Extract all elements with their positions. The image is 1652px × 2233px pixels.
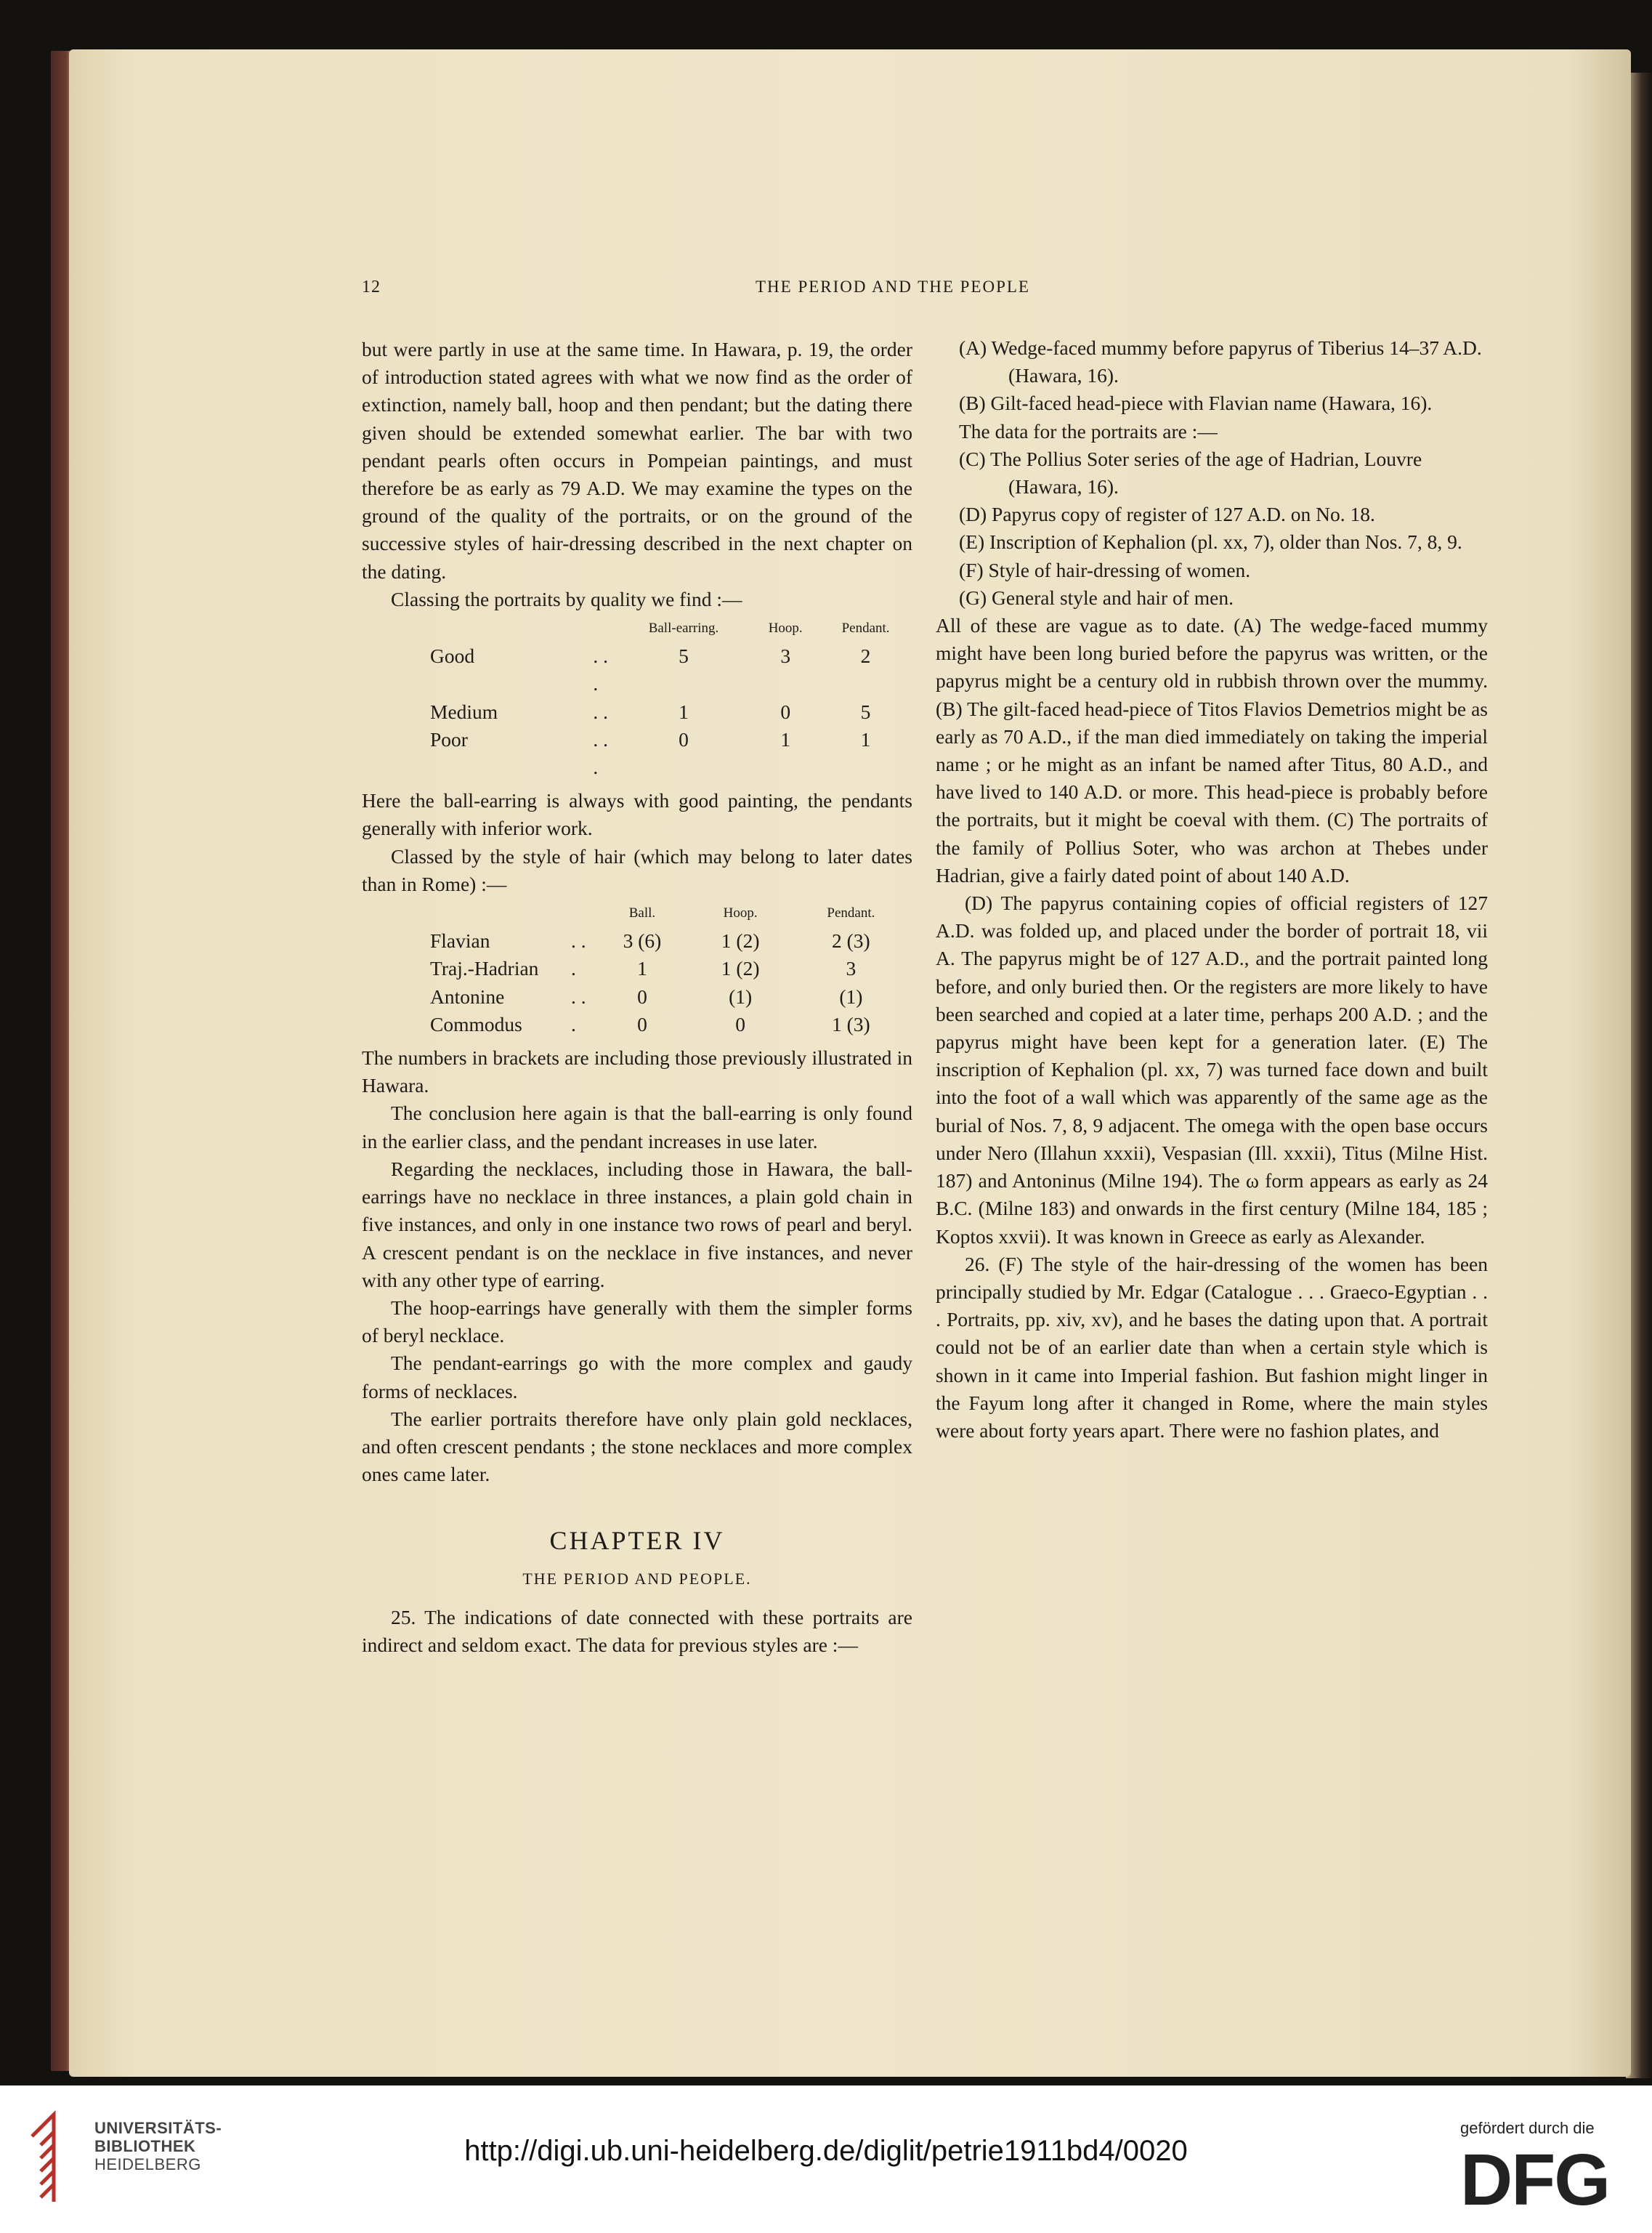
paragraph: The data for the portraits are :— [959, 419, 1218, 443]
table-header-row [362, 900, 912, 927]
paragraph: The earlier portraits therefore have only plain gold necklaces, and often crescent pendants ; the stone necklaces and more complex ones came later. [362, 1407, 912, 1486]
table-cell: 1 [780, 727, 791, 751]
library-name-line: HEIDELBERG [94, 2155, 201, 2173]
row-label: Commodus [430, 1012, 522, 1035]
table-cell: 1 [679, 700, 689, 723]
table-cell: 3 (6) [623, 929, 662, 953]
chapter-title: CHAPTER IV [549, 1526, 725, 1556]
table-row: Good . . . 5 3 2 [362, 642, 912, 698]
page-number: 12 [362, 278, 381, 296]
column-header: Pendant. [841, 621, 890, 637]
table-cell: 1 (3) [832, 1012, 870, 1035]
paragraph: Regarding the necklaces, including those in Hawara, the ball-earrings have no necklace in three instances, a plain gold chain in five instances, and only in one instance two rows of pearl and beryl. A crescent pendant is on the necklace in five instances, and never with any other type of earring. [362, 1157, 912, 1291]
viewer-footer [0, 2085, 1652, 2233]
table-cell: 5 [860, 700, 871, 723]
table-row: Flavian . . 3 (6) 1 (2) 2 (3) [362, 927, 912, 955]
table-cell: (1) [729, 985, 753, 1008]
row-label: Flavian [430, 929, 490, 953]
left-column [362, 336, 912, 1659]
table-cell: 2 [860, 645, 871, 668]
table-cell: 0 [679, 727, 689, 751]
list-item: (G) General style and hair of men. [959, 586, 1234, 609]
column-header: Ball-earring. [648, 621, 719, 637]
table-header-row [362, 615, 912, 642]
list-item: (B) Gilt-faced head-piece with Flavian name (Hawara, 16). [959, 392, 1433, 415]
paragraph: Classed by the style of hair (which may belong to later dates than in Rome) :— [362, 844, 912, 895]
column-header: Pendant. [827, 905, 875, 921]
list-item: (D) Papyrus copy of register of 127 A.D. on No. 18. [959, 503, 1375, 526]
dfg-logo: DFG [1460, 2139, 1610, 2221]
row-label: Medium [430, 700, 498, 723]
row-label: Traj.-Hadrian [430, 957, 539, 980]
table-row: Poor . . . 0 1 1 [362, 726, 912, 781]
paragraph: Here the ball-earring is always with good painting, the pendants generally with inferior work. [362, 789, 912, 840]
paragraph: 26. (F) The style of the hair-dressing of the women has been principally studied by Mr. Edgar (Catalogue . . . Graeco-Egyptian . . . Portraits, pp. xiv, xv), and he bases the dating upon that. A portrait could not be of an earlier date than when a certain style which is shown in it came into Imperial fashion. But fashion might linger in the Fayum long after it changed in Rome, where the main styles were about forty years apart. There were no fashion plates, and [936, 1252, 1488, 1442]
running-head [0, 278, 1652, 307]
table-cell: 1 (2) [721, 957, 760, 980]
paragraph: The conclusion here again is that the ball-earring is only found in the earlier class, and the pendant increases in use later. [362, 1102, 912, 1152]
paragraph: Classing the portraits by quality we find :— [391, 587, 742, 610]
running-title: THE PERIOD AND THE PEOPLE [756, 278, 1030, 296]
paragraph: The hoop-earrings have generally with them the simpler forms of beryl necklace. [362, 1296, 912, 1347]
paragraph: The numbers in brackets are including those previously illustrated in Hawara. [362, 1046, 912, 1097]
table-row: Commodus . 0 0 1 (3) [362, 1011, 912, 1038]
table-cell: 0 [637, 985, 647, 1008]
row-label: Antonine [430, 985, 505, 1008]
quality-table [362, 615, 912, 781]
table-cell: 1 [860, 727, 871, 751]
paragraph: The pendant-earrings go with the more complex and gaudy forms of necklaces. [362, 1352, 912, 1402]
column-header: Hoop. [768, 621, 803, 637]
list-item: (E) Inscription of Kephalion (pl. xx, 7), older than Nos. 7, 8, 9. [959, 530, 1462, 554]
permalink-url[interactable]: http://digi.ub.uni-heidelberg.de/diglit/petrie1911bd4/0020 [464, 2135, 1188, 2167]
table-cell: 3 [780, 645, 791, 668]
table-cell: 2 (3) [832, 929, 870, 953]
hair-style-table [362, 900, 912, 1038]
column-header: Ball. [628, 905, 656, 921]
list-item: (F) Style of hair-dressing of women. [959, 558, 1251, 581]
table-row: Traj.-Hadrian . 1 1 (2) 3 [362, 955, 912, 982]
table-cell: 0 [780, 700, 791, 723]
list-item: (A) Wedge-faced mummy before papyrus of Tiberius 14–37 A.D. (Hawara, 16). [959, 336, 1482, 387]
library-name-line: BIBLIOTHEK [94, 2137, 196, 2155]
table-cell: 1 [637, 957, 647, 980]
table-cell: (1) [839, 985, 863, 1008]
right-column [936, 334, 1488, 1445]
paragraph: All of these are vague as to date. (A) The wedge-faced mummy might have been long buried before the papyrus was written, or the papyrus might be a century old in rubbish thrown over the mummy. (B) The gilt-faced head-piece of Titos Flavios Demetrios might be as early as 70 A.D., if the man died immediately on taking the imperial name ; or he might as an infant be named after Titus, 80 A.D., and have lived to 140 A.D. or more. This head-piece is probably before the portraits, but it might be coeval with them. (C) The portraits of the family of Pollius Soter, who was archon at Thebes under Hadrian, give a fairly dated point of about 140 A.D. [936, 614, 1488, 887]
row-label: Poor [430, 727, 468, 751]
table-cell: 1 (2) [721, 929, 760, 953]
table-cell: 5 [679, 645, 689, 668]
list-item: (C) The Pollius Soter series of the age of Hadrian, Louvre (Hawara, 16). [959, 447, 1422, 498]
funding-note: gefördert durch die [1460, 2119, 1595, 2137]
column-header: Hoop. [723, 905, 758, 921]
table-row: Medium . . 1 0 5 [362, 698, 912, 726]
table-cell: 3 [846, 957, 857, 980]
chapter-subtitle: THE PERIOD AND PEOPLE. [522, 1570, 752, 1588]
table-cell: 0 [637, 1012, 647, 1035]
row-label: Good [430, 645, 475, 668]
table-cell: 0 [735, 1012, 746, 1035]
table-row: Antonine . . 0 (1) (1) [362, 983, 912, 1011]
paragraph: 25. The indications of date connected with these portraits are indirect and seldom exact. The data for previous styles are :— [362, 1605, 912, 1656]
paragraph: (D) The papyrus containing copies of official registers of 127 A.D. was folded up, and placed under the border of portrait 18, vii A. The papyrus might be of 127 A.D., and the portrait painted long before, and only buried then. Or the registers are more likely to have been searched and copied at a later time, perhaps 200 A.D. ; and the papyrus might have been kept for a generation later. (E) The inscription of Kephalion (pl. xx, 7) was turned face down and built into the foot of a wall which was apparently of the same age as the burial of Nos. 7, 8, 9 adjacent. The omega with the open base occurs under Nero (Illahun xxxii), Vespasian (Ill. xxxii), Titus (Milne Hist. 187) and Antoninus (Milne 194). The ω form appears as early as 24 B.C. (Milne 183) and onwards in the first century (Milne 184, 185 ; Koptos xxvii). It was known in Greece as early as Alexander. [936, 892, 1488, 1248]
library-name-line: UNIVERSITÄTS- [94, 2119, 222, 2137]
paragraph: but were partly in use at the same time. In Hawara, p. 19, the order of introduction stated agrees with what we now find as the order of extinction, namely ball, hoop and then pendant; but the dating there given should be extended somewhat earlier. The bar with two pendant pearls often occurs in Pompeian paintings, and must therefore be as early as 79 A.D. We may examine the types on the ground of the quality of the portraits, or on the ground of the successive styles of hair-dressing described in the next chapter on the dating. [362, 338, 912, 583]
